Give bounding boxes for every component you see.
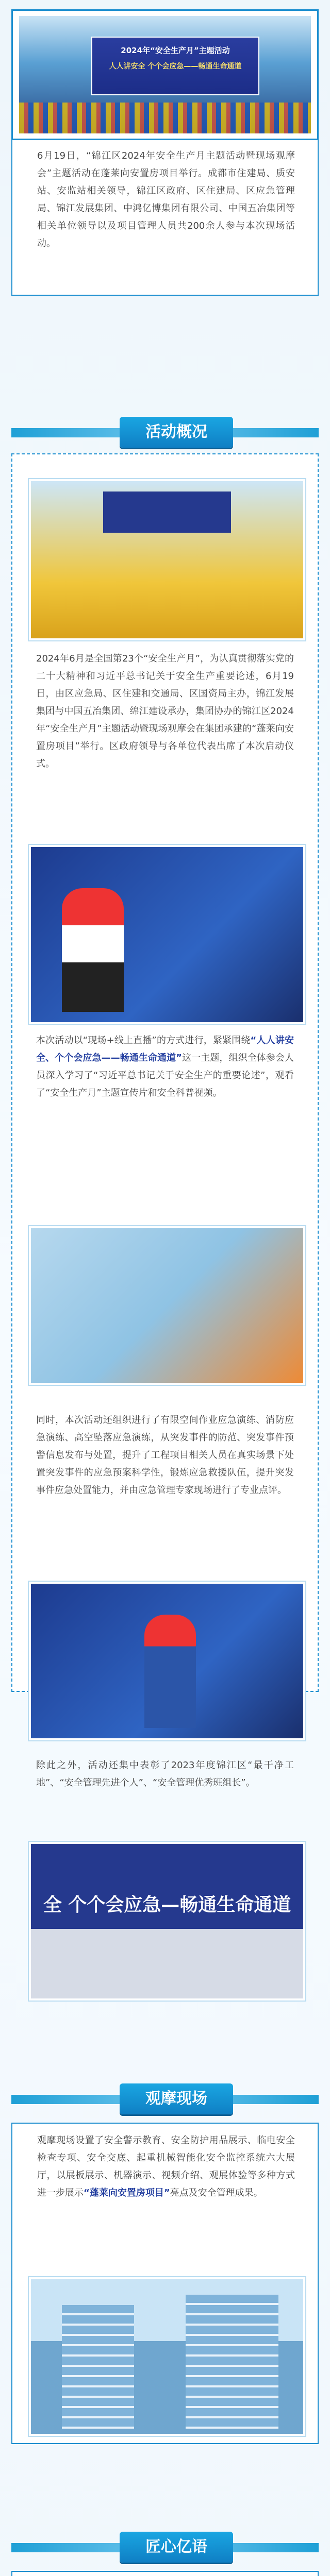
intro-frame: [11, 139, 319, 296]
overview-photo-5: [29, 1842, 305, 2001]
cover-frame: [11, 9, 319, 140]
observe-header: [11, 2081, 319, 2116]
overview-paragraph-3: 同时，本次活动还组织进行了有限空间作业应急演练、消防应急演练、高空坠落应急演练，从突发事件的防范、突发事件预警信息发布与处置，提升了工程项目相关人员在真实场景下处置突发事件的应急预案科学性，锻炼应急救援队伍，提升突发事件应急处置能力，并由应急管理专家现场进行了专业点评。: [36, 1415, 294, 1496]
cover-photo: [19, 16, 311, 133]
overview-photo-3: [29, 1226, 305, 1385]
building-2: [186, 2295, 278, 2429]
project-highlight: “蓬莱向安置房项目”: [84, 2188, 170, 2198]
photo-stage-banner: [103, 492, 231, 533]
observe-title: 观摩现场: [120, 2083, 233, 2114]
overview-paragraph-2: 本次活动以“现场+线上直播”的方式进行，紧紧围绕“人人讲安全、个个会应急——畅通生命通道”这一主题，组织全体参会人员深入学习了“习近平总书记关于安全生产的重要论述”，观看了“安全生产月”主题宣传片和安全科普视频。: [36, 1035, 294, 1098]
overview-photo-1: [29, 479, 305, 640]
overview-photo-4: [29, 1582, 305, 1740]
overview-photo-2: [29, 845, 305, 1024]
overview-header: [11, 415, 319, 450]
intro-paragraph: 6月19日，“锦江区2024年安全生产月主题活动暨现场观摩会”主题活动在蓬莱向安置房项目举行。成都市住建局、质安站、安监站相关领导，锦江区政府、区住建局、区应急管理局、锦江发展集团、中鸿亿博集团有限公司、中国五冶集团等相关单位领导以及项目管理人员共200余人参与本次现场活动。: [37, 150, 295, 249]
observe-photo: [29, 2277, 305, 2436]
review-header: [11, 2530, 319, 2565]
overview-paragraph-1: 2024年6月是全国第23个“安全生产月”，为认真贯彻落实党的二十大精神和习近平总书记关于安全生产重要论述，6月19日，由区应急局、区住建和交通局、区国资局主办，锦江发展集团与中国五冶集团、绵江建设承办，集团协办的锦江区2024年“安全生产月”主题活动暨现场观摩会在集团承建的“蓬莱向安置房项目”举行。区政府领导与各单位代表出席了本次启动仪式。: [36, 653, 294, 769]
observe-paragraph: 观摩现场设置了安全警示教育、安全防护用品展示、临电安全检查专项、安全交底、起重机械智能化安全监控系统六大展厅，以展板展示、机器演示、视频介绍、观展体验等多种方式进一步展示“蓬莱向安置房项目”亮点及安全管理成果。: [37, 2135, 295, 2198]
building-1: [62, 2305, 134, 2429]
speaker-figure: [62, 888, 124, 1012]
review-frame: [11, 2571, 319, 2576]
speaker-figure-2: [144, 1615, 196, 1728]
overview-title: 活动概况: [120, 417, 233, 448]
overview-paragraph-4: 除此之外，活动还集中表彰了2023年度锦江区“最干净工地”、“安全管理先进个人”、“安全管理优秀班组长”。: [36, 1760, 294, 1788]
review-title: 匠心亿语: [120, 2532, 233, 2563]
cover-banner-line1: 2024年“安全生产月”主题活动: [121, 46, 230, 55]
cover-banner: [91, 37, 259, 95]
cover-crowd: [19, 103, 311, 133]
theme-highlight: “人人讲安全、个个会应急——畅通生命通道”: [36, 1035, 294, 1063]
award-banner-text: 全 个个会应急—畅通生命通道: [43, 1894, 291, 1916]
cover-banner-line2: 人人讲安全 个个会应急——畅通生命通道: [109, 62, 242, 71]
